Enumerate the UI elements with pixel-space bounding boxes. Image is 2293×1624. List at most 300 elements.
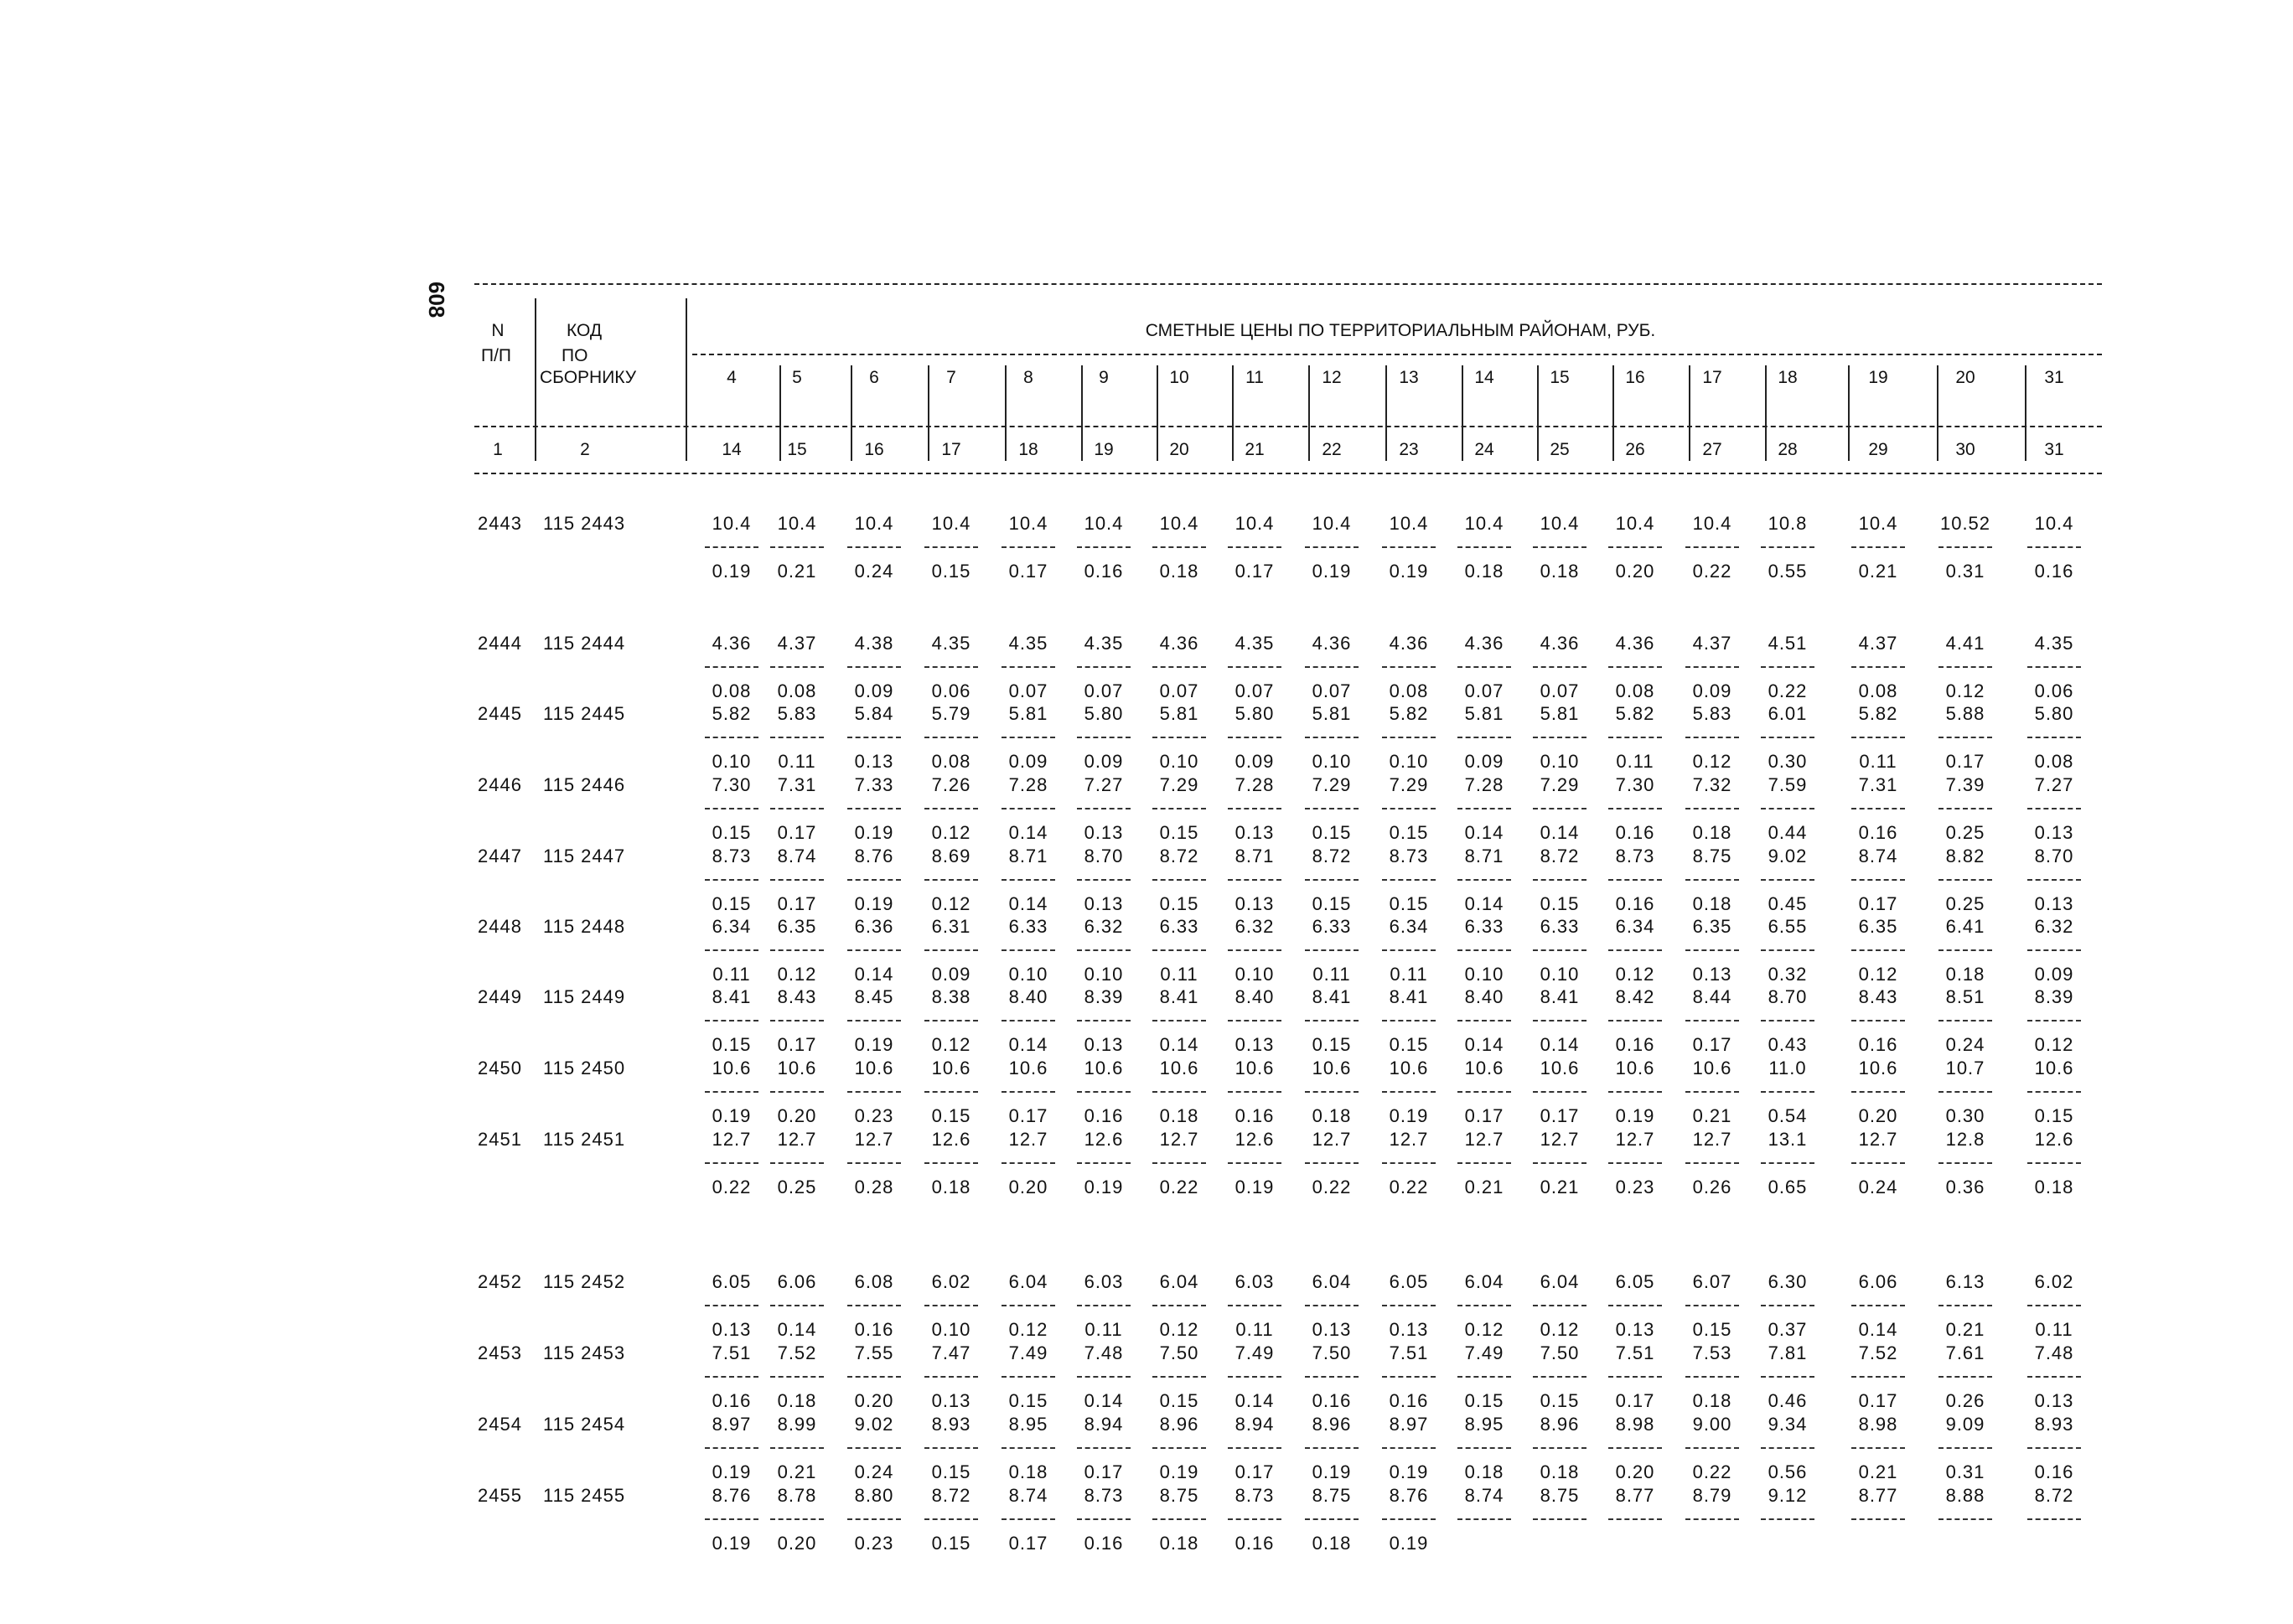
price-value: 12.7 — [1540, 1129, 1580, 1150]
fraction-dash — [924, 879, 978, 881]
region-index: 28 — [1778, 440, 1798, 459]
price-subvalue: 0.17 — [1234, 1461, 1275, 1482]
price-subvalue: 0.16 — [712, 1390, 752, 1411]
price-subvalue: 0.15 — [1312, 1034, 1352, 1055]
fraction-dash — [1305, 1162, 1359, 1164]
region-number: 13 — [1399, 368, 1419, 387]
price-value: 8.70 — [1084, 846, 1124, 866]
price-subvalue: 0.08 — [712, 680, 752, 701]
price-value: 10.6 — [2034, 1058, 2074, 1078]
fraction-dash — [1761, 737, 1814, 738]
header-col-code-3: СБОРНИКУ — [540, 368, 637, 387]
fraction-dash — [924, 949, 978, 951]
fraction-dash — [1533, 1376, 1586, 1378]
price-subvalue: 0.24 — [854, 1461, 894, 1482]
price-value: 8.76 — [1389, 1485, 1429, 1506]
price-subvalue: 0.17 — [1858, 893, 1898, 914]
price-subvalue: 0.18 — [1464, 561, 1504, 582]
price-value: 7.27 — [2034, 774, 2074, 795]
price-subvalue: 0.19 — [1389, 1461, 1429, 1482]
price-subvalue: 0.15 — [1159, 822, 1199, 843]
price-subvalue: 0.14 — [1464, 893, 1504, 914]
price-value: 6.36 — [854, 916, 894, 937]
price-value: 5.79 — [931, 703, 971, 724]
price-value: 6.33 — [1159, 916, 1199, 937]
region-number: 10 — [1169, 368, 1189, 387]
price-subvalue: 0.20 — [1008, 1177, 1048, 1197]
fraction-dash — [705, 1162, 758, 1164]
price-value: 8.74 — [1858, 846, 1898, 866]
price-value: 9.00 — [1692, 1414, 1732, 1435]
price-subvalue: 0.15 — [2034, 1105, 2074, 1126]
price-value: 4.36 — [1159, 633, 1199, 654]
price-subvalue: 0.19 — [1389, 561, 1429, 582]
price-subvalue: 0.14 — [1464, 822, 1504, 843]
price-subvalue: 0.09 — [854, 680, 894, 701]
price-value: 6.04 — [1312, 1271, 1352, 1292]
header-mid-rule — [692, 354, 2102, 355]
price-value: 12.6 — [2034, 1129, 2074, 1150]
price-value: 7.51 — [1615, 1342, 1655, 1363]
row-number: 2445 — [478, 703, 522, 724]
price-subvalue: 0.15 — [1540, 1390, 1580, 1411]
price-value: 10.6 — [712, 1058, 752, 1078]
price-value: 8.73 — [1084, 1485, 1124, 1506]
fraction-dash — [1002, 949, 1055, 951]
fraction-dash — [1938, 1518, 1992, 1520]
price-value: 7.55 — [854, 1342, 894, 1363]
price-value: 6.41 — [1945, 916, 1985, 937]
price-value: 10.4 — [1084, 513, 1124, 534]
region-index: 31 — [2044, 440, 2064, 459]
fraction-dash — [1152, 1162, 1206, 1164]
price-subvalue: 0.14 — [1159, 1034, 1199, 1055]
fraction-dash — [1002, 737, 1055, 738]
price-subvalue: 0.18 — [2034, 1177, 2074, 1197]
fraction-dash — [705, 737, 758, 738]
price-value: 7.59 — [1768, 774, 1808, 795]
fraction-dash — [2027, 1376, 2081, 1378]
row-code: 115 2449 — [543, 986, 626, 1007]
fraction-dash — [1685, 1091, 1739, 1093]
fraction-dash — [2027, 1305, 2081, 1306]
fraction-dash — [1077, 949, 1131, 951]
region-index: 17 — [941, 440, 961, 459]
fraction-dash — [1938, 879, 1992, 881]
price-subvalue: 0.15 — [931, 1105, 971, 1126]
price-value: 8.71 — [1234, 846, 1275, 866]
price-value: 8.72 — [2034, 1485, 2074, 1506]
fraction-dash — [770, 1376, 824, 1378]
price-subvalue: 0.21 — [1540, 1177, 1580, 1197]
price-subvalue: 0.13 — [1389, 1319, 1429, 1340]
fraction-dash — [1851, 546, 1905, 548]
column-divider — [1462, 365, 1463, 461]
price-value: 10.4 — [777, 513, 817, 534]
price-value: 5.83 — [777, 703, 817, 724]
price-value: 6.04 — [1540, 1271, 1580, 1292]
fraction-dash — [2027, 1020, 2081, 1021]
price-value: 6.30 — [1768, 1271, 1808, 1292]
price-subvalue: 0.21 — [1858, 1461, 1898, 1482]
fraction-dash — [770, 1091, 824, 1093]
price-value: 10.4 — [1540, 513, 1580, 534]
price-subvalue: 0.19 — [854, 822, 894, 843]
price-subvalue: 0.18 — [931, 1177, 971, 1197]
fraction-dash — [847, 1305, 901, 1306]
price-value: 10.6 — [1008, 1058, 1048, 1078]
price-value: 8.41 — [1159, 986, 1199, 1007]
fraction-dash — [1382, 879, 1436, 881]
price-value: 8.88 — [1945, 1485, 1985, 1506]
price-value: 8.93 — [2034, 1414, 2074, 1435]
fraction-dash — [1382, 1162, 1436, 1164]
fraction-dash — [1305, 949, 1359, 951]
price-value: 9.09 — [1945, 1414, 1985, 1435]
price-subvalue: 0.10 — [1008, 964, 1048, 985]
price-value: 5.88 — [1945, 703, 1985, 724]
fraction-dash — [1938, 737, 1992, 738]
price-subvalue: 0.13 — [1084, 893, 1124, 914]
price-value: 5.80 — [2034, 703, 2074, 724]
header-bottom-rule — [474, 473, 2102, 474]
price-subvalue: 0.15 — [712, 822, 752, 843]
price-subvalue: 0.07 — [1234, 680, 1275, 701]
price-subvalue: 0.14 — [1464, 1034, 1504, 1055]
fraction-dash — [1608, 546, 1662, 548]
price-value: 10.4 — [1389, 513, 1429, 534]
price-value: 8.72 — [1312, 846, 1352, 866]
fraction-dash — [1382, 949, 1436, 951]
price-subvalue: 0.07 — [1159, 680, 1199, 701]
fraction-dash — [1608, 808, 1662, 809]
region-number: 4 — [727, 368, 737, 387]
fraction-dash — [1851, 1162, 1905, 1164]
fraction-dash — [1152, 546, 1206, 548]
price-value: 12.7 — [1692, 1129, 1732, 1150]
fraction-dash — [1077, 808, 1131, 809]
price-value: 12.7 — [1464, 1129, 1504, 1150]
price-value: 8.73 — [1615, 846, 1655, 866]
price-value: 4.35 — [1234, 633, 1275, 654]
fraction-dash — [1851, 808, 1905, 809]
column-divider — [2025, 365, 2026, 461]
price-value: 8.75 — [1692, 846, 1732, 866]
fraction-dash — [924, 1376, 978, 1378]
price-value: 7.28 — [1234, 774, 1275, 795]
fraction-dash — [847, 1518, 901, 1520]
fraction-dash — [705, 1020, 758, 1021]
price-subvalue: 0.12 — [1858, 964, 1898, 985]
fraction-dash — [770, 1305, 824, 1306]
price-subvalue: 0.12 — [1008, 1319, 1048, 1340]
price-subvalue: 0.13 — [1084, 822, 1124, 843]
fraction-dash — [924, 1305, 978, 1306]
fraction-dash — [1382, 546, 1436, 548]
price-value: 8.94 — [1084, 1414, 1124, 1435]
fraction-dash — [770, 666, 824, 668]
header-index-1: 1 — [493, 440, 503, 459]
fraction-dash — [705, 879, 758, 881]
price-subvalue: 0.16 — [1615, 822, 1655, 843]
fraction-dash — [705, 546, 758, 548]
price-subvalue: 0.14 — [854, 964, 894, 985]
fraction-dash — [1851, 737, 1905, 738]
price-value: 5.82 — [1858, 703, 1898, 724]
fraction-dash — [1851, 1376, 1905, 1378]
fraction-dash — [1228, 737, 1281, 738]
row-number: 2444 — [478, 633, 522, 654]
price-subvalue: 0.15 — [1464, 1390, 1504, 1411]
fraction-dash — [770, 879, 824, 881]
price-subvalue: 0.46 — [1768, 1390, 1808, 1411]
price-value: 7.29 — [1389, 774, 1429, 795]
price-subvalue: 0.19 — [854, 893, 894, 914]
price-value: 10.4 — [2034, 513, 2074, 534]
price-subvalue: 0.16 — [1084, 561, 1124, 582]
price-subvalue: 0.16 — [1858, 1034, 1898, 1055]
price-subvalue: 0.25 — [777, 1177, 817, 1197]
price-subvalue: 0.20 — [1858, 1105, 1898, 1126]
fraction-dash — [1002, 1376, 1055, 1378]
price-value: 8.70 — [1768, 986, 1808, 1007]
price-value: 7.51 — [712, 1342, 752, 1363]
price-value: 5.81 — [1159, 703, 1199, 724]
price-subvalue: 0.22 — [1692, 561, 1732, 582]
price-value: 8.42 — [1615, 986, 1655, 1007]
fraction-dash — [1382, 1091, 1436, 1093]
fraction-dash — [924, 1162, 978, 1164]
price-value: 7.50 — [1540, 1342, 1580, 1363]
price-subvalue: 0.18 — [777, 1390, 817, 1411]
fraction-dash — [924, 808, 978, 809]
price-subvalue: 0.08 — [777, 680, 817, 701]
price-subvalue: 0.10 — [1464, 964, 1504, 985]
price-value: 10.6 — [1159, 1058, 1199, 1078]
fraction-dash — [1228, 666, 1281, 668]
price-subvalue: 0.24 — [854, 561, 894, 582]
price-value: 8.95 — [1008, 1414, 1048, 1435]
price-value: 4.51 — [1768, 633, 1808, 654]
column-divider — [779, 365, 781, 461]
fraction-dash — [1002, 546, 1055, 548]
fraction-dash — [1761, 1162, 1814, 1164]
price-subvalue: 0.17 — [1008, 1533, 1048, 1554]
price-value: 12.7 — [777, 1129, 817, 1150]
price-subvalue: 0.12 — [931, 1034, 971, 1055]
fraction-dash — [770, 949, 824, 951]
fraction-dash — [1305, 808, 1359, 809]
price-subvalue: 0.18 — [1008, 1461, 1048, 1482]
fraction-dash — [770, 808, 824, 809]
price-subvalue: 0.12 — [777, 964, 817, 985]
fraction-dash — [1077, 1091, 1131, 1093]
fraction-dash — [2027, 546, 2081, 548]
price-subvalue: 0.21 — [1858, 561, 1898, 582]
price-subvalue: 0.44 — [1768, 822, 1808, 843]
price-subvalue: 0.07 — [1312, 680, 1352, 701]
fraction-dash — [1685, 1020, 1739, 1021]
price-value: 12.6 — [931, 1129, 971, 1150]
price-value: 6.32 — [2034, 916, 2074, 937]
price-value: 7.49 — [1008, 1342, 1048, 1363]
fraction-dash — [1457, 1376, 1511, 1378]
fraction-dash — [1851, 879, 1905, 881]
fraction-dash — [2027, 1518, 2081, 1520]
fraction-dash — [1938, 666, 1992, 668]
fraction-dash — [1228, 1518, 1281, 1520]
fraction-dash — [1457, 737, 1511, 738]
price-subvalue: 0.25 — [1945, 822, 1985, 843]
price-subvalue: 0.21 — [1692, 1105, 1732, 1126]
price-value: 10.6 — [1084, 1058, 1124, 1078]
fraction-dash — [1938, 1020, 1992, 1021]
price-subvalue: 0.17 — [1234, 561, 1275, 582]
price-subvalue: 0.37 — [1768, 1319, 1808, 1340]
price-value: 5.82 — [1389, 703, 1429, 724]
fraction-dash — [770, 1518, 824, 1520]
region-index: 29 — [1868, 440, 1888, 459]
fraction-dash — [2027, 879, 2081, 881]
price-subvalue: 0.21 — [777, 561, 817, 582]
price-value: 10.4 — [1692, 513, 1732, 534]
price-subvalue: 0.22 — [712, 1177, 752, 1197]
fraction-dash — [847, 546, 901, 548]
column-divider — [1689, 365, 1690, 461]
region-number: 8 — [1023, 368, 1033, 387]
price-value: 4.35 — [1008, 633, 1048, 654]
price-value: 8.77 — [1858, 1485, 1898, 1506]
price-subvalue: 0.17 — [1540, 1105, 1580, 1126]
price-value: 6.08 — [854, 1271, 894, 1292]
price-subvalue: 0.08 — [931, 751, 971, 772]
price-value: 6.07 — [1692, 1271, 1732, 1292]
price-value: 8.39 — [2034, 986, 2074, 1007]
fraction-dash — [1228, 1020, 1281, 1021]
fraction-dash — [1938, 1447, 1992, 1449]
fraction-dash — [1077, 1305, 1131, 1306]
region-number: 16 — [1625, 368, 1645, 387]
fraction-dash — [1608, 949, 1662, 951]
price-subvalue: 0.13 — [712, 1319, 752, 1340]
row-code: 115 2444 — [543, 633, 626, 654]
price-value: 6.04 — [1008, 1271, 1048, 1292]
price-value: 6.33 — [1540, 916, 1580, 937]
fraction-dash — [1152, 1447, 1206, 1449]
price-subvalue: 0.10 — [1084, 964, 1124, 985]
price-value: 10.4 — [1464, 513, 1504, 534]
price-subvalue: 0.12 — [931, 822, 971, 843]
fraction-dash — [1457, 1020, 1511, 1021]
price-value: 6.02 — [931, 1271, 971, 1292]
price-subvalue: 0.13 — [1312, 1319, 1352, 1340]
price-value: 10.6 — [854, 1058, 894, 1078]
price-subvalue: 0.15 — [1008, 1390, 1048, 1411]
header-col-code-1: КОД — [567, 321, 603, 340]
fraction-dash — [1305, 737, 1359, 738]
fraction-dash — [1685, 666, 1739, 668]
header-col-pp: П/П — [480, 346, 512, 365]
price-value: 6.02 — [2034, 1271, 2074, 1292]
price-value: 12.7 — [854, 1129, 894, 1150]
price-subvalue: 0.26 — [1945, 1390, 1985, 1411]
price-value: 4.37 — [1692, 633, 1732, 654]
fraction-dash — [2027, 1447, 2081, 1449]
price-subvalue: 0.11 — [1084, 1319, 1123, 1340]
price-subvalue: 0.22 — [1312, 1177, 1352, 1197]
price-subvalue: 0.45 — [1768, 893, 1808, 914]
price-value: 9.34 — [1768, 1414, 1808, 1435]
price-value: 7.52 — [777, 1342, 817, 1363]
region-index: 21 — [1245, 440, 1265, 459]
price-subvalue: 0.17 — [1008, 561, 1048, 582]
price-value: 8.75 — [1540, 1485, 1580, 1506]
price-value: 6.33 — [1312, 916, 1352, 937]
price-subvalue: 0.18 — [1692, 893, 1732, 914]
fraction-dash — [1152, 808, 1206, 809]
fraction-dash — [1457, 666, 1511, 668]
header-index-2: 2 — [580, 440, 590, 459]
price-subvalue: 0.13 — [1234, 893, 1275, 914]
price-subvalue: 0.09 — [2034, 964, 2074, 985]
price-value: 6.04 — [1464, 1271, 1504, 1292]
row-code: 115 2451 — [543, 1129, 626, 1150]
header-sep-rule — [474, 426, 2102, 427]
fraction-dash — [1685, 546, 1739, 548]
price-subvalue: 0.16 — [1858, 822, 1898, 843]
price-value: 7.31 — [1858, 774, 1898, 795]
price-subvalue: 0.07 — [1464, 680, 1504, 701]
price-value: 4.35 — [1084, 633, 1124, 654]
price-subvalue: 0.56 — [1768, 1461, 1808, 1482]
price-subvalue: 0.12 — [1615, 964, 1655, 985]
fraction-dash — [1761, 949, 1814, 951]
column-divider — [1848, 365, 1850, 461]
fraction-dash — [1761, 1091, 1814, 1093]
price-value: 7.29 — [1540, 774, 1580, 795]
price-value: 7.31 — [777, 774, 817, 795]
fraction-dash — [1077, 546, 1131, 548]
price-value: 10.6 — [777, 1058, 817, 1078]
price-subvalue: 0.18 — [1540, 1461, 1580, 1482]
price-value: 7.50 — [1312, 1342, 1352, 1363]
price-subvalue: 0.17 — [1084, 1461, 1124, 1482]
column-divider — [1385, 365, 1387, 461]
fraction-dash — [1851, 1020, 1905, 1021]
column-divider — [1537, 365, 1539, 461]
price-subvalue: 0.07 — [1008, 680, 1048, 701]
fraction-dash — [1077, 1020, 1131, 1021]
price-subvalue: 0.13 — [1234, 822, 1275, 843]
fraction-dash — [847, 808, 901, 809]
row-number: 2446 — [478, 774, 522, 795]
fraction-dash — [1152, 1305, 1206, 1306]
price-subvalue: 0.15 — [931, 561, 971, 582]
price-value: 6.05 — [1615, 1271, 1655, 1292]
price-subvalue: 0.16 — [1389, 1390, 1429, 1411]
price-subvalue: 0.18 — [1692, 1390, 1732, 1411]
price-subvalue: 0.07 — [1540, 680, 1580, 701]
region-number: 17 — [1702, 368, 1722, 387]
fraction-dash — [1152, 1376, 1206, 1378]
fraction-dash — [1382, 1376, 1436, 1378]
region-number: 14 — [1474, 368, 1494, 387]
price-value: 8.78 — [777, 1485, 817, 1506]
region-number: 7 — [946, 368, 956, 387]
fraction-dash — [1382, 1518, 1436, 1520]
fraction-dash — [1152, 1518, 1206, 1520]
price-value: 8.69 — [931, 846, 971, 866]
